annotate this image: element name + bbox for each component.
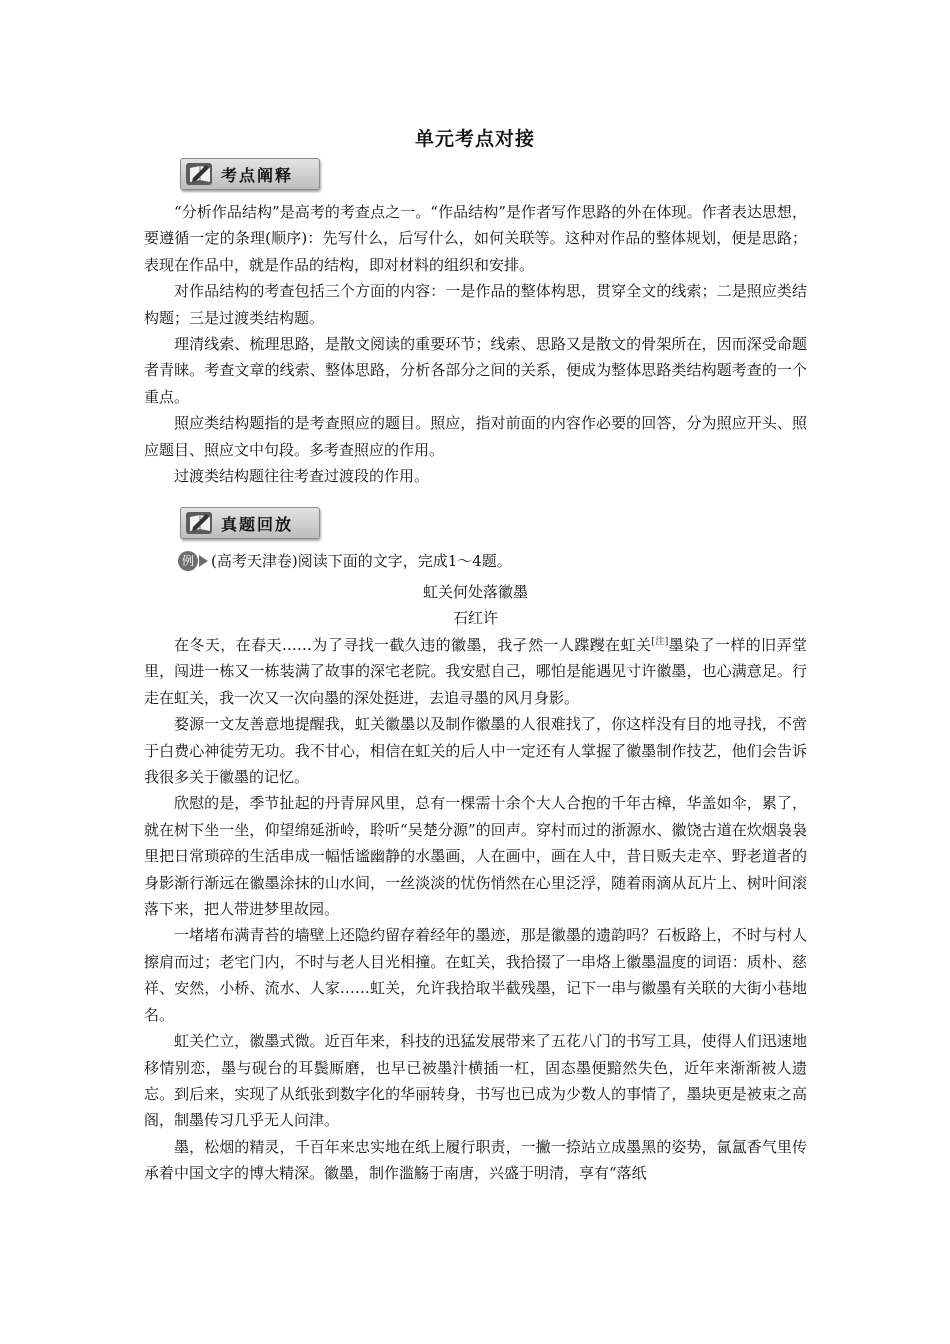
- section-banner-kaodian: [180, 158, 320, 190]
- paragraph: 理清线索、梳理思路，是散文阅读的重要环节；线索、思路又是散文的骨架所在，因而深受命题者青睐。考查文章的线索、整体思路，分析各部分之间的关系，便成为整体思路类结构题考查的一个重点。: [144, 335, 807, 406]
- section-banner-zhenti: [180, 507, 320, 539]
- footnote-marker: [注]: [651, 637, 669, 647]
- page-title: 单元考点对接: [414, 128, 535, 150]
- paragraph: 虹关伫立，徽墨式微。近百年来，科技的迅猛发展带来了五花八门的书写工具，使得人们迅速地移情别恋，墨与砚台的耳鬓厮磨，也早已被墨汁横插一杠，固态墨便黯然失色，近年来渐渐被人遗忘。到后来，实现了从纸张到数字化的华丽转身，书写也已成为少数人的事情了，墨块更是被束之高阁，制墨传习几乎无人问津。: [144, 1032, 807, 1130]
- article-title: 虹关何处落徽墨: [422, 583, 528, 601]
- article-author: 石红许: [452, 609, 498, 627]
- paragraph: 婺源一文友善意地提醒我，虹关徽墨以及制作徽墨的人很难找了，你这样没有目的地寻找，不啻于白费心神徒劳无功。我不甘心，相信在虹关的后人中一定还有人掌握了徽墨制作技艺，他们会告诉我很多关于徽墨的记忆。: [144, 715, 807, 787]
- section-banner-label: 真题回放: [221, 514, 294, 534]
- example-intro: [178, 548, 808, 574]
- example-badge: [178, 551, 208, 571]
- paragraph: [144, 632, 807, 711]
- paragraph-text: 墨染了一样的旧弄堂里，闯进一栋又一栋装满了故事的深宅老院。我安慰自己，哪怕是能遇见寸许徽墨，也心满意足。行走在虹关，我一次又一次向墨的深处挺进，去追寻墨的风月身影。: [144, 636, 807, 707]
- paragraph: 一堵堵布满青苔的墙壁上还隐约留存着经年的墨迹，那是徽墨的遗韵吗？石板路上，不时与村人擦肩而过；老宅门内，不时与老人目光相撞。在虹关，我拾掇了一串烙上徽墨温度的词语：质朴、慈祥、安然，小桥、流水、人家……虹关，允许我拾取半截残墨，记下一串与徽墨有关联的大街小巷地名。: [144, 926, 807, 1024]
- article-body: [144, 632, 807, 1187]
- book-pen-icon: [183, 159, 217, 189]
- example-badge-label: 例: [178, 551, 198, 571]
- paragraph: 墨，松烟的精灵，千百年来忠实地在纸上履行职责，一撇一捺站立成墨黑的姿势，氤氲香气里传承着中国文字的博大精深。徽墨，制作滥觞于南唐，兴盛于明清，享有“落纸: [144, 1137, 807, 1183]
- paragraph: 欣慰的是，季节扯起的丹青屏风里，总有一棵需十余个大人合抱的千年古樟，华盖如伞，累了，就在树下坐一坐，仰望绵延浙岭，聆听“吴楚分源”的回声。穿村而过的浙源水、徽饶古道在炊烟袅袅里把日常琐碎的生活串成一幅恬谧幽静的水墨画，人在画中，画在人中，昔日贩夫走卒、野老道者的身影渐行渐远在徽墨涂抹的山水间，一丝淡淡的忧伤悄然在心里泛浮，随着雨滴从瓦片上、树叶间滚落下来，把人带进梦里故园。: [144, 794, 807, 919]
- paragraph: 对作品结构的考查包括三个方面的内容：一是作品的整体构思，贯穿全文的线索；二是照应类结构题；三是过渡类结构题。: [144, 282, 807, 327]
- paragraph: “分析作品结构”是高考的考查点之一。“作品结构”是作者写作思路的外在体现。作者表达思想，要遵循一定的条理(顺序)：先写什么，后写什么，如何关联等。这种对作品的整体规划，便是思路；表现在作品中，就是作品的结构，即对材料的组织和安排。: [144, 203, 807, 274]
- triangle-arrow-icon: [199, 555, 208, 567]
- section-banner-label: 考点阐释: [221, 165, 294, 185]
- example-intro-text: (高考天津卷)阅读下面的文字，完成1～4题。: [211, 552, 512, 570]
- paragraph: 过渡类结构题往往考查过渡段的作用。: [174, 467, 430, 486]
- book-pen-icon: [183, 508, 217, 538]
- section-kaodian-body: [144, 199, 807, 489]
- paragraph: 照应类结构题指的是考查照应的题目。照应，指对前面的内容作必要的回答，分为照应开头、照应题目、照应文中句段。多考查照应的作用。: [144, 414, 807, 459]
- paragraph-text: 在冬天，在春天……为了寻找一截久违的徽墨，我孑然一人蹀躞在虹关: [174, 636, 652, 654]
